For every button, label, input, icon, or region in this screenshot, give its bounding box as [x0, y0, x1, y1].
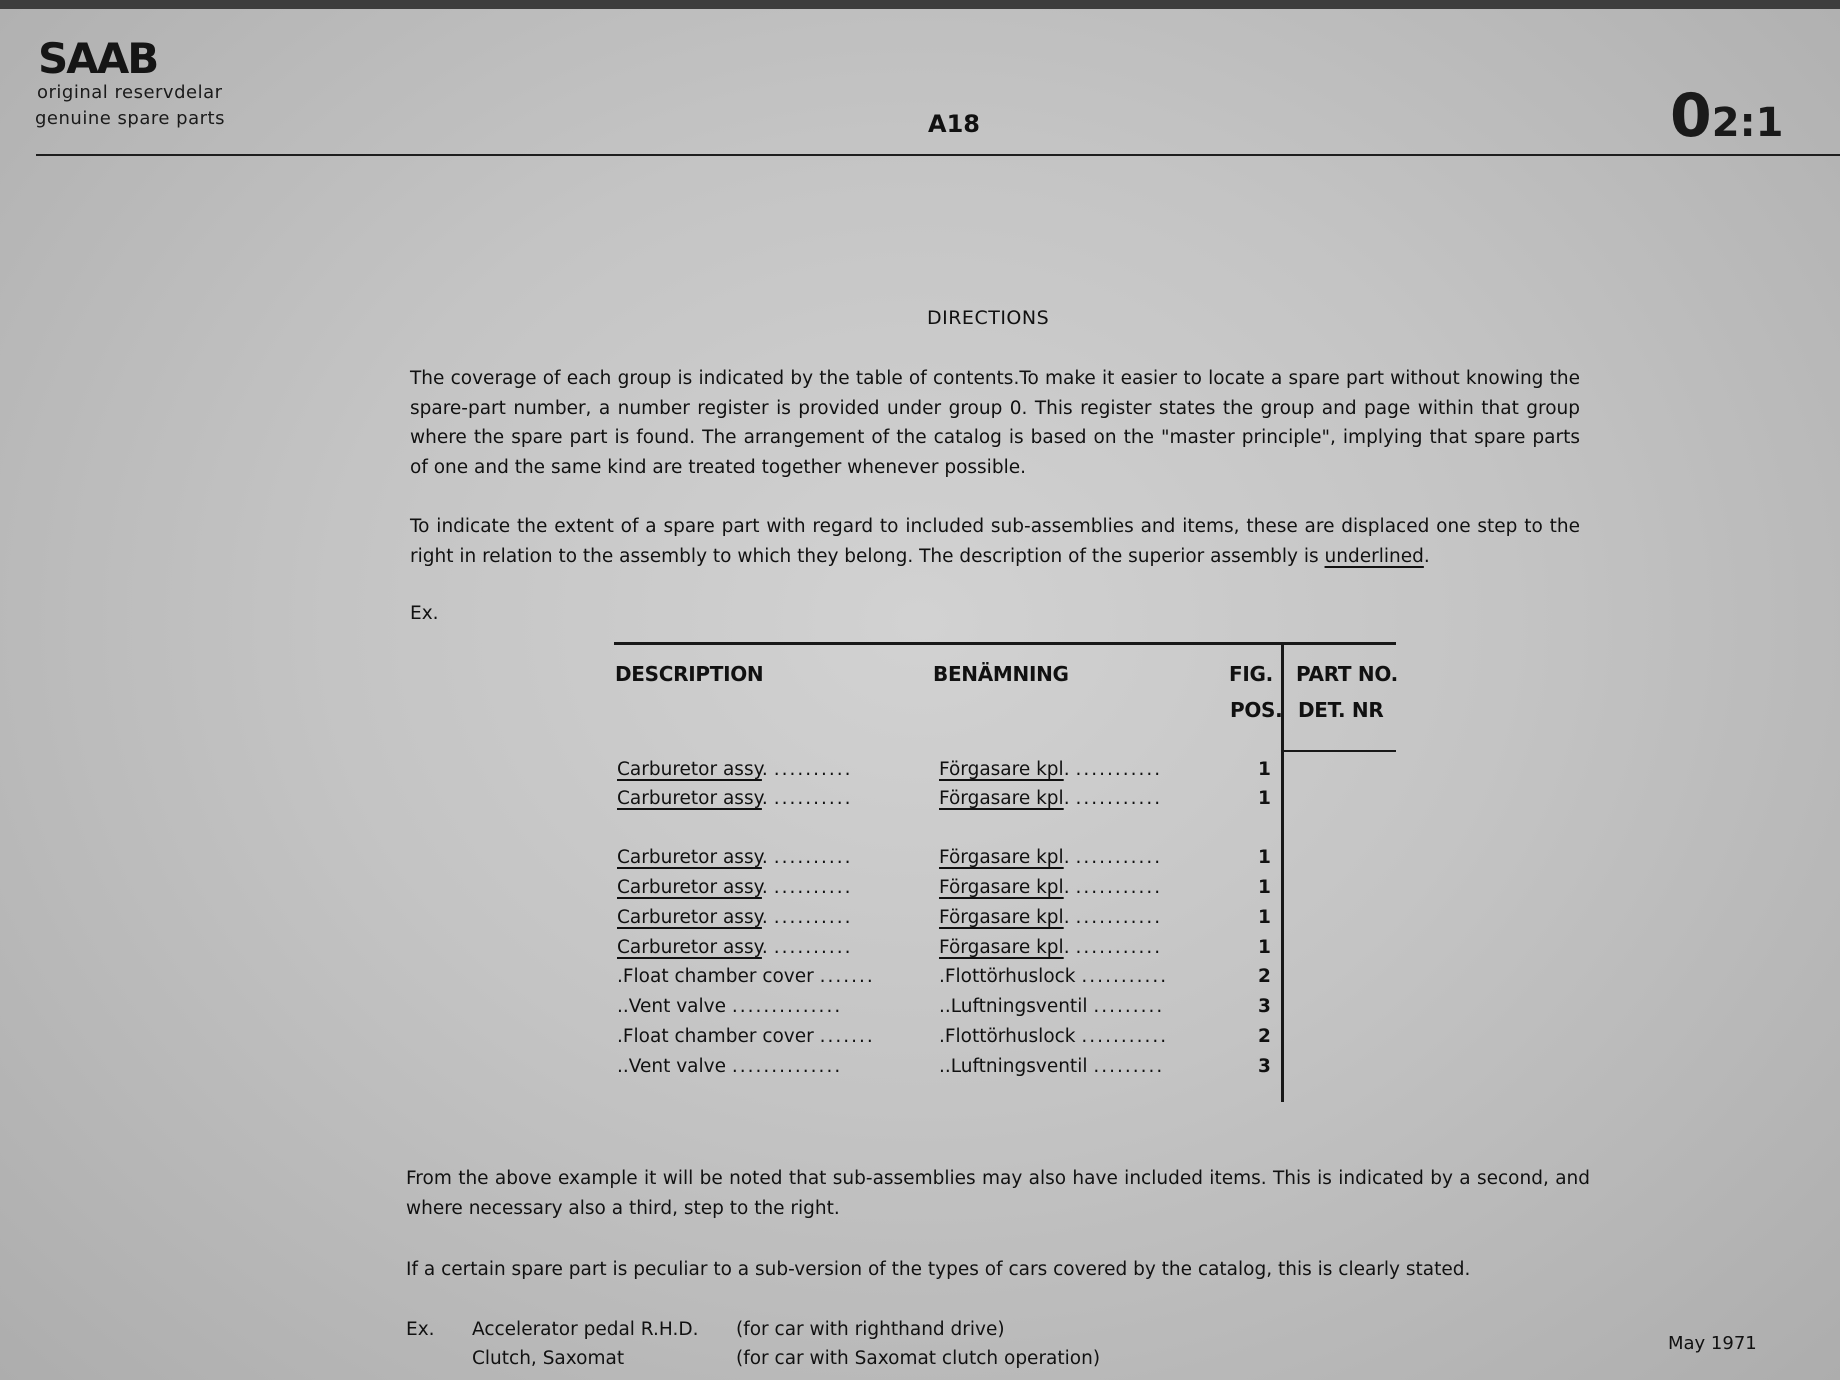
row-description: ..Vent valve [617, 1056, 726, 1077]
section-heading: DIRECTIONS [927, 307, 1050, 329]
leader-dots: ........... [1075, 788, 1163, 809]
table-row-benamning [939, 1056, 1164, 1077]
page-number [1670, 81, 1784, 151]
row-description-suffix: . [761, 759, 768, 780]
underlined-word: underlined [1324, 545, 1424, 567]
leader-dots: .......... [773, 937, 853, 958]
leader-dots: ........... [1075, 907, 1163, 928]
table-row-benamning [939, 847, 1162, 868]
row-description: Carburetor assy [617, 759, 762, 780]
row-fig: 1 [1258, 759, 1271, 780]
row-fig: 3 [1258, 1056, 1271, 1077]
leader-dots: .......... [773, 847, 853, 868]
leader-dots: ......... [1093, 1056, 1165, 1077]
row-benamning: Förgasare kpl [939, 847, 1064, 868]
row-benamning: Förgasare kpl [939, 759, 1064, 780]
row-description: Carburetor assy [617, 788, 762, 809]
header-det-nr: DET. NR [1298, 698, 1384, 722]
row-fig: 1 [1258, 788, 1271, 809]
table-row [617, 877, 853, 898]
table-row-benamning [939, 937, 1162, 958]
table-row [617, 759, 853, 780]
table-row-benamning [939, 1026, 1168, 1047]
row-fig: 1 [1258, 847, 1271, 868]
example-2-note: (for car with Saxomat clutch operation) [736, 1348, 1101, 1369]
row-fig: 1 [1258, 937, 1271, 958]
row-description-suffix: . [761, 937, 768, 958]
row-fig: 3 [1258, 996, 1271, 1017]
row-benamning-suffix: . [1063, 937, 1070, 958]
top-border [0, 0, 1840, 9]
paragraph-sub-version: If a certain spare part is peculiar to a sub-version of the types of cars covered by the catalog, this is clearly stated. [406, 1259, 1471, 1280]
row-benamning: .Flottörhuslock [939, 966, 1076, 987]
publication-date: May 1971 [1668, 1333, 1757, 1354]
table-row [617, 847, 853, 868]
leader-dots: ....... [819, 966, 875, 987]
header-pos: POS. [1230, 698, 1283, 722]
example-2-label: Ex. [406, 1319, 435, 1340]
leader-dots: ........... [1075, 759, 1163, 780]
table-row [617, 788, 853, 809]
leader-dots: .......... [773, 877, 853, 898]
row-benamning-suffix: . [1063, 847, 1070, 868]
brand-tagline-english: genuine spare parts [35, 108, 225, 129]
row-benamning: Förgasare kpl [939, 788, 1064, 809]
row-benamning: Förgasare kpl [939, 907, 1064, 928]
row-fig: 2 [1258, 966, 1271, 987]
leader-dots: ........... [1075, 877, 1163, 898]
example-label: Ex. [410, 603, 439, 624]
row-benamning-suffix: . [1063, 759, 1070, 780]
paragraph-coverage: The coverage of each group is indicated by the table of contents.To make it easier to locate a spare part without knowing the spare-part number, a number register is provided under group 0. This register states the group and page within that group where the spare part is found. The arrangement of the catalog is based on the "master principle", implying that spare parts of one and the same kind are treated together whenever possible. [410, 368, 1580, 478]
example-2-note: (for car with righthand drive) [736, 1319, 1005, 1340]
row-description-suffix: . [761, 877, 768, 898]
row-benamning: Förgasare kpl [939, 937, 1064, 958]
row-benamning: Förgasare kpl [939, 877, 1064, 898]
row-benamning-suffix: . [1063, 877, 1070, 898]
row-description: .Float chamber cover [617, 966, 814, 987]
row-description-suffix: . [761, 907, 768, 928]
row-fig: 1 [1258, 907, 1271, 928]
table-row-benamning [939, 996, 1164, 1017]
table-row [617, 966, 875, 987]
row-description-suffix: . [761, 847, 768, 868]
header-benamning: BENÄMNING [933, 662, 1069, 686]
row-benamning: ..Luftningsventil [939, 1056, 1088, 1077]
table-row [617, 996, 842, 1017]
table-row-benamning [939, 788, 1162, 809]
row-description: Carburetor assy [617, 937, 762, 958]
row-benamning-suffix: . [1063, 907, 1070, 928]
paragraph-indentation [410, 512, 1580, 571]
row-description: .Float chamber cover [617, 1026, 814, 1047]
paragraph-sub-assemblies: From the above example it will be noted that sub-assemblies may also have included items. This is indicated by a second, and where necessary also a third, step to the right. [406, 1168, 1590, 1219]
paragraph-indentation-end: . [1423, 545, 1430, 567]
page-sub: 2:1 [1711, 100, 1784, 146]
row-fig: 2 [1258, 1026, 1271, 1047]
page-group: 0 [1670, 81, 1712, 151]
saab-logo: SAAB [38, 34, 158, 83]
paragraph-indentation-text: To indicate the extent of a spare part with regard to included sub-assemblies and items, these are displaced one step to the right in relation to the assembly to which they belong. The description of the superior assembly is [410, 516, 1580, 567]
leader-dots: ........... [1075, 937, 1163, 958]
header-description: DESCRIPTION [615, 662, 764, 686]
header-rule [36, 154, 1840, 156]
leader-dots: .......... [773, 788, 853, 809]
table-row [617, 907, 853, 928]
table-row-benamning [939, 907, 1162, 928]
leader-dots: ........... [1075, 847, 1163, 868]
table-row [617, 1026, 875, 1047]
brand-tagline-swedish: original reservdelar [37, 82, 223, 103]
leader-dots: .............. [731, 996, 843, 1017]
table-partno-rule [1283, 750, 1396, 752]
header-fig: FIG. [1229, 662, 1273, 686]
row-fig: 1 [1258, 877, 1271, 898]
table-row [617, 937, 853, 958]
row-description-suffix: . [761, 788, 768, 809]
row-description: ..Vent valve [617, 996, 726, 1017]
table-row-benamning [939, 877, 1162, 898]
leader-dots: .......... [773, 907, 853, 928]
leader-dots: .......... [773, 759, 853, 780]
row-benamning-suffix: . [1063, 788, 1070, 809]
row-description: Carburetor assy [617, 847, 762, 868]
leader-dots: ........... [1081, 966, 1169, 987]
row-benamning: .Flottörhuslock [939, 1026, 1076, 1047]
model-code: A18 [928, 110, 980, 138]
example-2-part: Clutch, Saxomat [472, 1348, 625, 1369]
table-row-benamning [939, 759, 1162, 780]
example-2-part: Accelerator pedal R.H.D. [472, 1319, 699, 1340]
leader-dots: ......... [1093, 996, 1165, 1017]
header-part-no: PART NO. [1296, 662, 1398, 686]
table-row-benamning [939, 966, 1168, 987]
table-top-rule [614, 642, 1396, 645]
row-benamning: ..Luftningsventil [939, 996, 1088, 1017]
table-row [617, 1056, 842, 1077]
leader-dots: ........... [1081, 1026, 1169, 1047]
leader-dots: .............. [731, 1056, 843, 1077]
row-description: Carburetor assy [617, 907, 762, 928]
row-description: Carburetor assy [617, 877, 762, 898]
leader-dots: ....... [819, 1026, 875, 1047]
